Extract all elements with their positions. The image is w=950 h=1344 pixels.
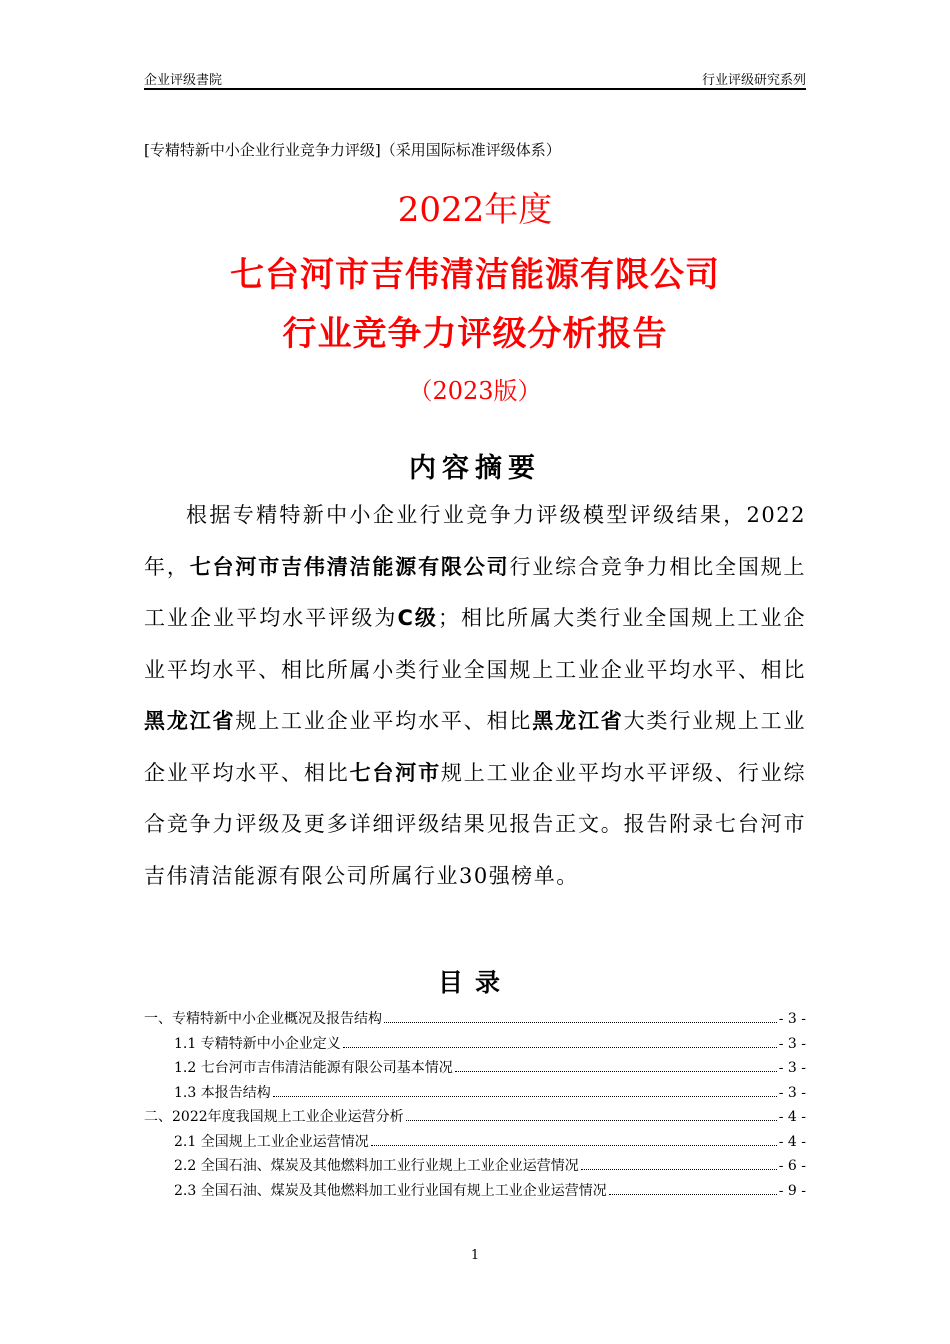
table-of-contents <box>144 1008 806 1204</box>
toc-entry[interactable] <box>144 1057 806 1082</box>
toc-entry-label: 2.1 全国规上工业企业运营情况 <box>174 1133 369 1150</box>
toc-entry[interactable] <box>144 1180 806 1205</box>
abstract-text: 行业综合竞争力相比全国规上工业企业平均水平评级为 <box>144 554 807 630</box>
toc-leader-dots <box>273 1096 777 1097</box>
abstract-paragraph <box>144 490 806 902</box>
abstract-company-name: 七台河市吉伟清洁能源有限公司 <box>189 554 510 579</box>
toc-entry-page: - 3 - <box>778 1035 806 1052</box>
toc-entry-page: - 3 - <box>778 1060 806 1076</box>
toc-entry-page: - 4 - <box>778 1133 806 1150</box>
abstract-text: 规上工业企业平均水平、相比 <box>235 709 533 733</box>
abstract-city: 七台河市 <box>349 760 441 785</box>
title-year: 2022年度 <box>397 190 553 230</box>
toc-entry-label: 二、2022年度我国规上工业企业运营分析 <box>144 1109 404 1125</box>
header-publisher: 企业评级書院 <box>144 73 223 88</box>
toc-entry[interactable] <box>144 1131 806 1156</box>
toc-entry-page: - 9 - <box>778 1182 806 1199</box>
title-edition: （2023版） <box>408 377 542 405</box>
abstract-text: 大类行业规上工业企业平均水平、相比 <box>144 709 807 785</box>
header-series: 行业评级研究系列 <box>701 73 806 88</box>
toc-entry-page: - 6 - <box>778 1158 806 1174</box>
toc-entry-label: 一、专精特新中小企业概况及报告结构 <box>144 1011 382 1027</box>
toc-leader-dots <box>406 1120 777 1121</box>
toc-entry[interactable] <box>144 1008 806 1033</box>
abstract-text: ；相比所属大类行业全国规上工业企业平均水平、相比所属小类行业全国规上工业企业平均水平、相比 <box>144 606 807 682</box>
abstract-rating: C级 <box>397 606 438 630</box>
page-header <box>144 66 806 90</box>
abstract-text: 规上工业企业平均水平评级、行业综合竞争力评级及更多详细评级结果见报告正文。报告附录七台河市吉伟清洁能源有限公司所属行业30强榜单。 <box>144 760 807 888</box>
abstract-heading: 内容摘要 <box>409 453 541 484</box>
report-subtitle: [专精特新中小企业行业竞争力评级]（采用国际标准评级体系） <box>144 141 561 159</box>
toc-leader-dots <box>609 1194 777 1195</box>
page-number: 1 <box>470 1248 480 1263</box>
toc-leader-dots <box>581 1169 777 1170</box>
toc-entry[interactable] <box>144 1106 806 1131</box>
toc-entry-label: 2.2 全国石油、煤炭及其他燃料加工业行业规上工业企业运营情况 <box>174 1158 579 1174</box>
toc-entry-label: 1.2 七台河市吉伟清洁能源有限公司基本情况 <box>174 1060 453 1076</box>
toc-entry-label: 1.1 专精特新中小企业定义 <box>174 1035 341 1052</box>
toc-entry-label: 1.3 本报告结构 <box>174 1084 271 1101</box>
title-company: 七台河市吉伟清洁能源有限公司 <box>230 255 720 295</box>
toc-entry[interactable] <box>144 1155 806 1180</box>
toc-entry-page: - 3 - <box>778 1011 806 1027</box>
toc-entry-page: - 3 - <box>778 1084 806 1101</box>
abstract-province: 黑龙江省 <box>532 709 624 733</box>
toc-heading: 目录 <box>437 968 512 997</box>
toc-entry-page: - 4 - <box>778 1109 806 1125</box>
toc-entry[interactable] <box>144 1033 806 1058</box>
toc-leader-dots <box>343 1047 777 1048</box>
abstract-province: 黑龙江省 <box>144 709 236 733</box>
title-report: 行业竞争力评级分析报告 <box>282 314 668 354</box>
toc-leader-dots <box>371 1145 777 1146</box>
toc-leader-dots <box>384 1022 777 1023</box>
toc-leader-dots <box>455 1071 777 1072</box>
toc-entry-label: 2.3 全国石油、煤炭及其他燃料加工业行业国有规上工业企业运营情况 <box>174 1182 607 1199</box>
abstract-text: 根据专精特新中小企业行业竞争力评级模型评级结果，2022年， <box>144 503 806 579</box>
toc-entry[interactable] <box>144 1082 806 1107</box>
